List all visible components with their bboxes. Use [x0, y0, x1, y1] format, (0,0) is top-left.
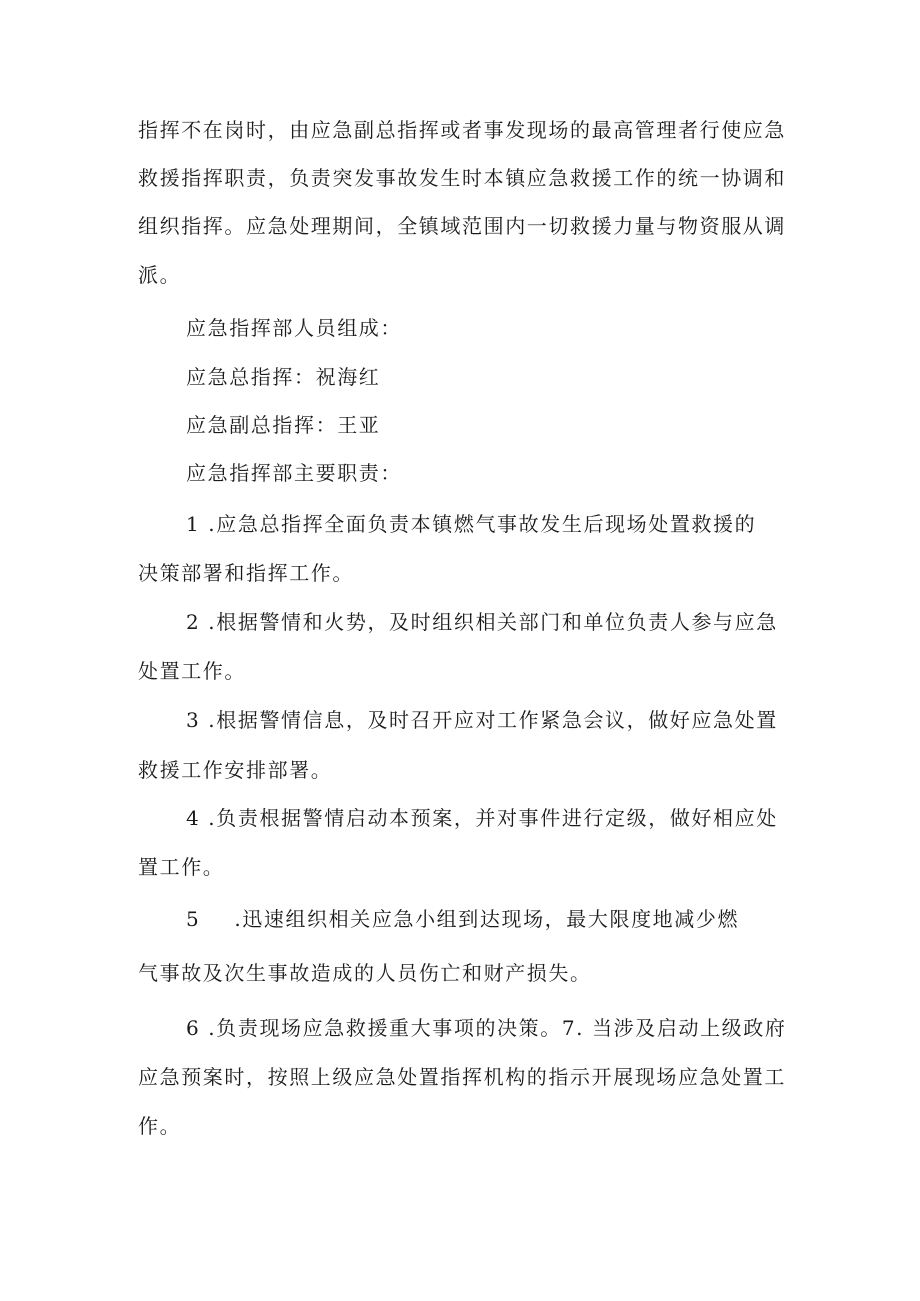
duty-5-text: .迅速组织相关应急小组到达现场，最大限度地减少燃 — [234, 907, 740, 931]
duty-3-line-2: 救援工作安排部署。 — [138, 758, 333, 782]
duty-4-line-1: 4 .负责根据警情启动本预案，并对事件进行定级，做好相应处 — [186, 806, 778, 830]
duty-6-line-3: 作。 — [138, 1114, 182, 1138]
duty-6-line-2: 应急预案时，按照上级应急处置指挥机构的指示开展现场应急处置工 — [138, 1065, 786, 1089]
intro-line-4: 派。 — [138, 263, 182, 287]
deputy-commander-line: 应急副总指挥：王亚 — [186, 413, 381, 437]
duty-2-line-2: 处置工作。 — [138, 659, 246, 683]
duty-5-number: 5 — [186, 907, 201, 931]
duty-4-line-2: 置工作。 — [138, 855, 225, 879]
duty-1-line-2: 决策部署和指挥工作。 — [138, 561, 354, 585]
intro-line-2: 救援指挥职责，负责突发事故发生时本镇应急救援工作的统一协调和 — [138, 166, 786, 190]
duty-3-line-1: 3 .根据警情信息，及时召开应对工作紧急会议，做好应急处置 — [186, 708, 778, 732]
duty-5-line-1 — [186, 905, 739, 933]
duties-heading: 应急指挥部主要职责： — [186, 461, 402, 485]
commander-line: 应急总指挥：祝海红 — [186, 365, 381, 389]
duty-5-line-2: 气事故及次生事故造成的人员伤亡和财产损失。 — [138, 961, 592, 985]
members-heading: 应急指挥部人员组成： — [186, 316, 402, 340]
duty-2-line-1: 2 .根据警情和火势，及时组织相关部门和单位负责人参与应急 — [186, 610, 778, 634]
intro-line-3: 组织指挥。应急处理期间，全镇域范围内一切救援力量与物资服从调 — [138, 214, 786, 238]
intro-line-1: 指挥不在岗时，由应急副总指挥或者事发现场的最高管理者行使应急 — [138, 118, 786, 142]
duty-1-line-1: 1 .应急总指挥全面负责本镇燃气事故发生后现场处置救援的 — [186, 512, 757, 536]
duty-6-line-1: 6 .负责现场应急救援重大事项的决策。7. 当涉及启动上级政府 — [186, 1016, 787, 1040]
